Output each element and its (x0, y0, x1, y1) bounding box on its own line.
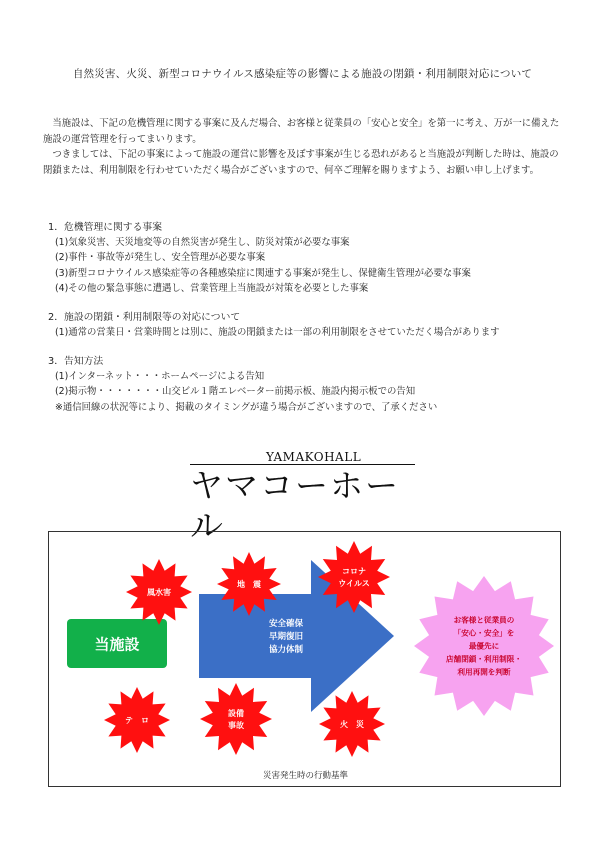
list-item: (1)インターネット・・・ホームページによる告知 (55, 371, 265, 382)
yamako-hall-logo (190, 448, 415, 545)
hazard-label: テ ロ (125, 715, 149, 725)
intro-text (43, 116, 568, 178)
list-item: (1)気象災害、天災地変等の自然災害が発生し、防災対策が必要な事案 (55, 237, 350, 248)
hazard-label: 設備 (228, 708, 244, 718)
arrow-label: 協力体制 (268, 644, 304, 655)
list-item: (2)掲示物・・・・・・・山交ビル１階エレベーター前掲示板、施設内掲示板での告知 (55, 386, 416, 398)
section-closure-response (48, 310, 568, 340)
section-notification-method (48, 354, 568, 415)
result-label: 利用再開を判断 (457, 667, 511, 677)
hazard-label: 火 災 (340, 719, 364, 729)
hazard-label: 風水害 (147, 587, 171, 597)
section-heading: 3．告知方法 (48, 356, 104, 367)
diagram-canvas (49, 532, 559, 772)
arrow-label: 早期復旧 (268, 631, 304, 642)
facility-label: 当施設 (94, 635, 140, 654)
result-label: 店舗閉鎖・利用制限・ (446, 654, 522, 664)
note-text: ※通信回線の状況等により、掲載のタイミングが違う場合がございますので、了承ください (55, 401, 438, 413)
intro-paragraph: つきましては、下記の事案によって施設の運営に影響を及ぼす事案が生じる恐れがあると当施設が判断した時は、施設の閉鎖または、利用制限を行わせていただく場合がございますので、何卒ご理解を賜りますよう、お願い申し上げます。 (43, 149, 559, 176)
list-item: (4)その他の緊急事態に遭遇し、営業管理上当施設が対策を必要とした事案 (55, 282, 369, 294)
section-heading: 1．危機管理に関する事案 (48, 222, 162, 233)
intro-paragraph: 当施設は、下記の危機管理に関する事案に及んだ場合、お客様と従業員の「安心と安全」を第一に考え、万が一に備えた施設の運営管理を行ってまいります。 (43, 118, 560, 145)
diagram-caption: 災害発生時の行動基準 (262, 771, 348, 781)
hazard-label: 事故 (228, 720, 244, 730)
list-item: (2)事件・事故等が発生し、安全管理が必要な事案 (55, 252, 266, 264)
logo-wordmark: YAMAKOHALL (266, 450, 362, 464)
hazard-label: ウイルス (338, 578, 370, 588)
section-heading: 2．施設の閉鎖・利用制限等の対応について (48, 312, 241, 323)
logo-rule (190, 464, 415, 465)
result-label: 「安心・安全」を (453, 628, 515, 638)
hazard-burst (200, 683, 272, 755)
list-item: (3)新型コロナウイルス感染症等の各種感染症に関連する事案が発生し、保健衛生管理が必要な事案 (55, 267, 471, 279)
page-title: 自然災害、火災、新型コロナウイルス感染症等の影響による施設の閉鎖・利用制限対応について (72, 68, 533, 80)
hazard-label: コロナ (342, 566, 366, 576)
arrow-label: 安全確保 (268, 618, 304, 629)
action-standard-diagram (48, 531, 561, 787)
hazard-label: 地 震 (237, 579, 261, 589)
logo-katakana: ヤマコーホール (190, 466, 400, 545)
list-item: (1)通常の営業日・営業時間とは別に、施設の閉鎖または一部の利用制限をさせていただく場合があります (55, 327, 500, 338)
section-crisis-management (48, 220, 568, 296)
result-label: お客様と従業員の (453, 615, 515, 625)
result-label: 最優先に (468, 641, 500, 651)
